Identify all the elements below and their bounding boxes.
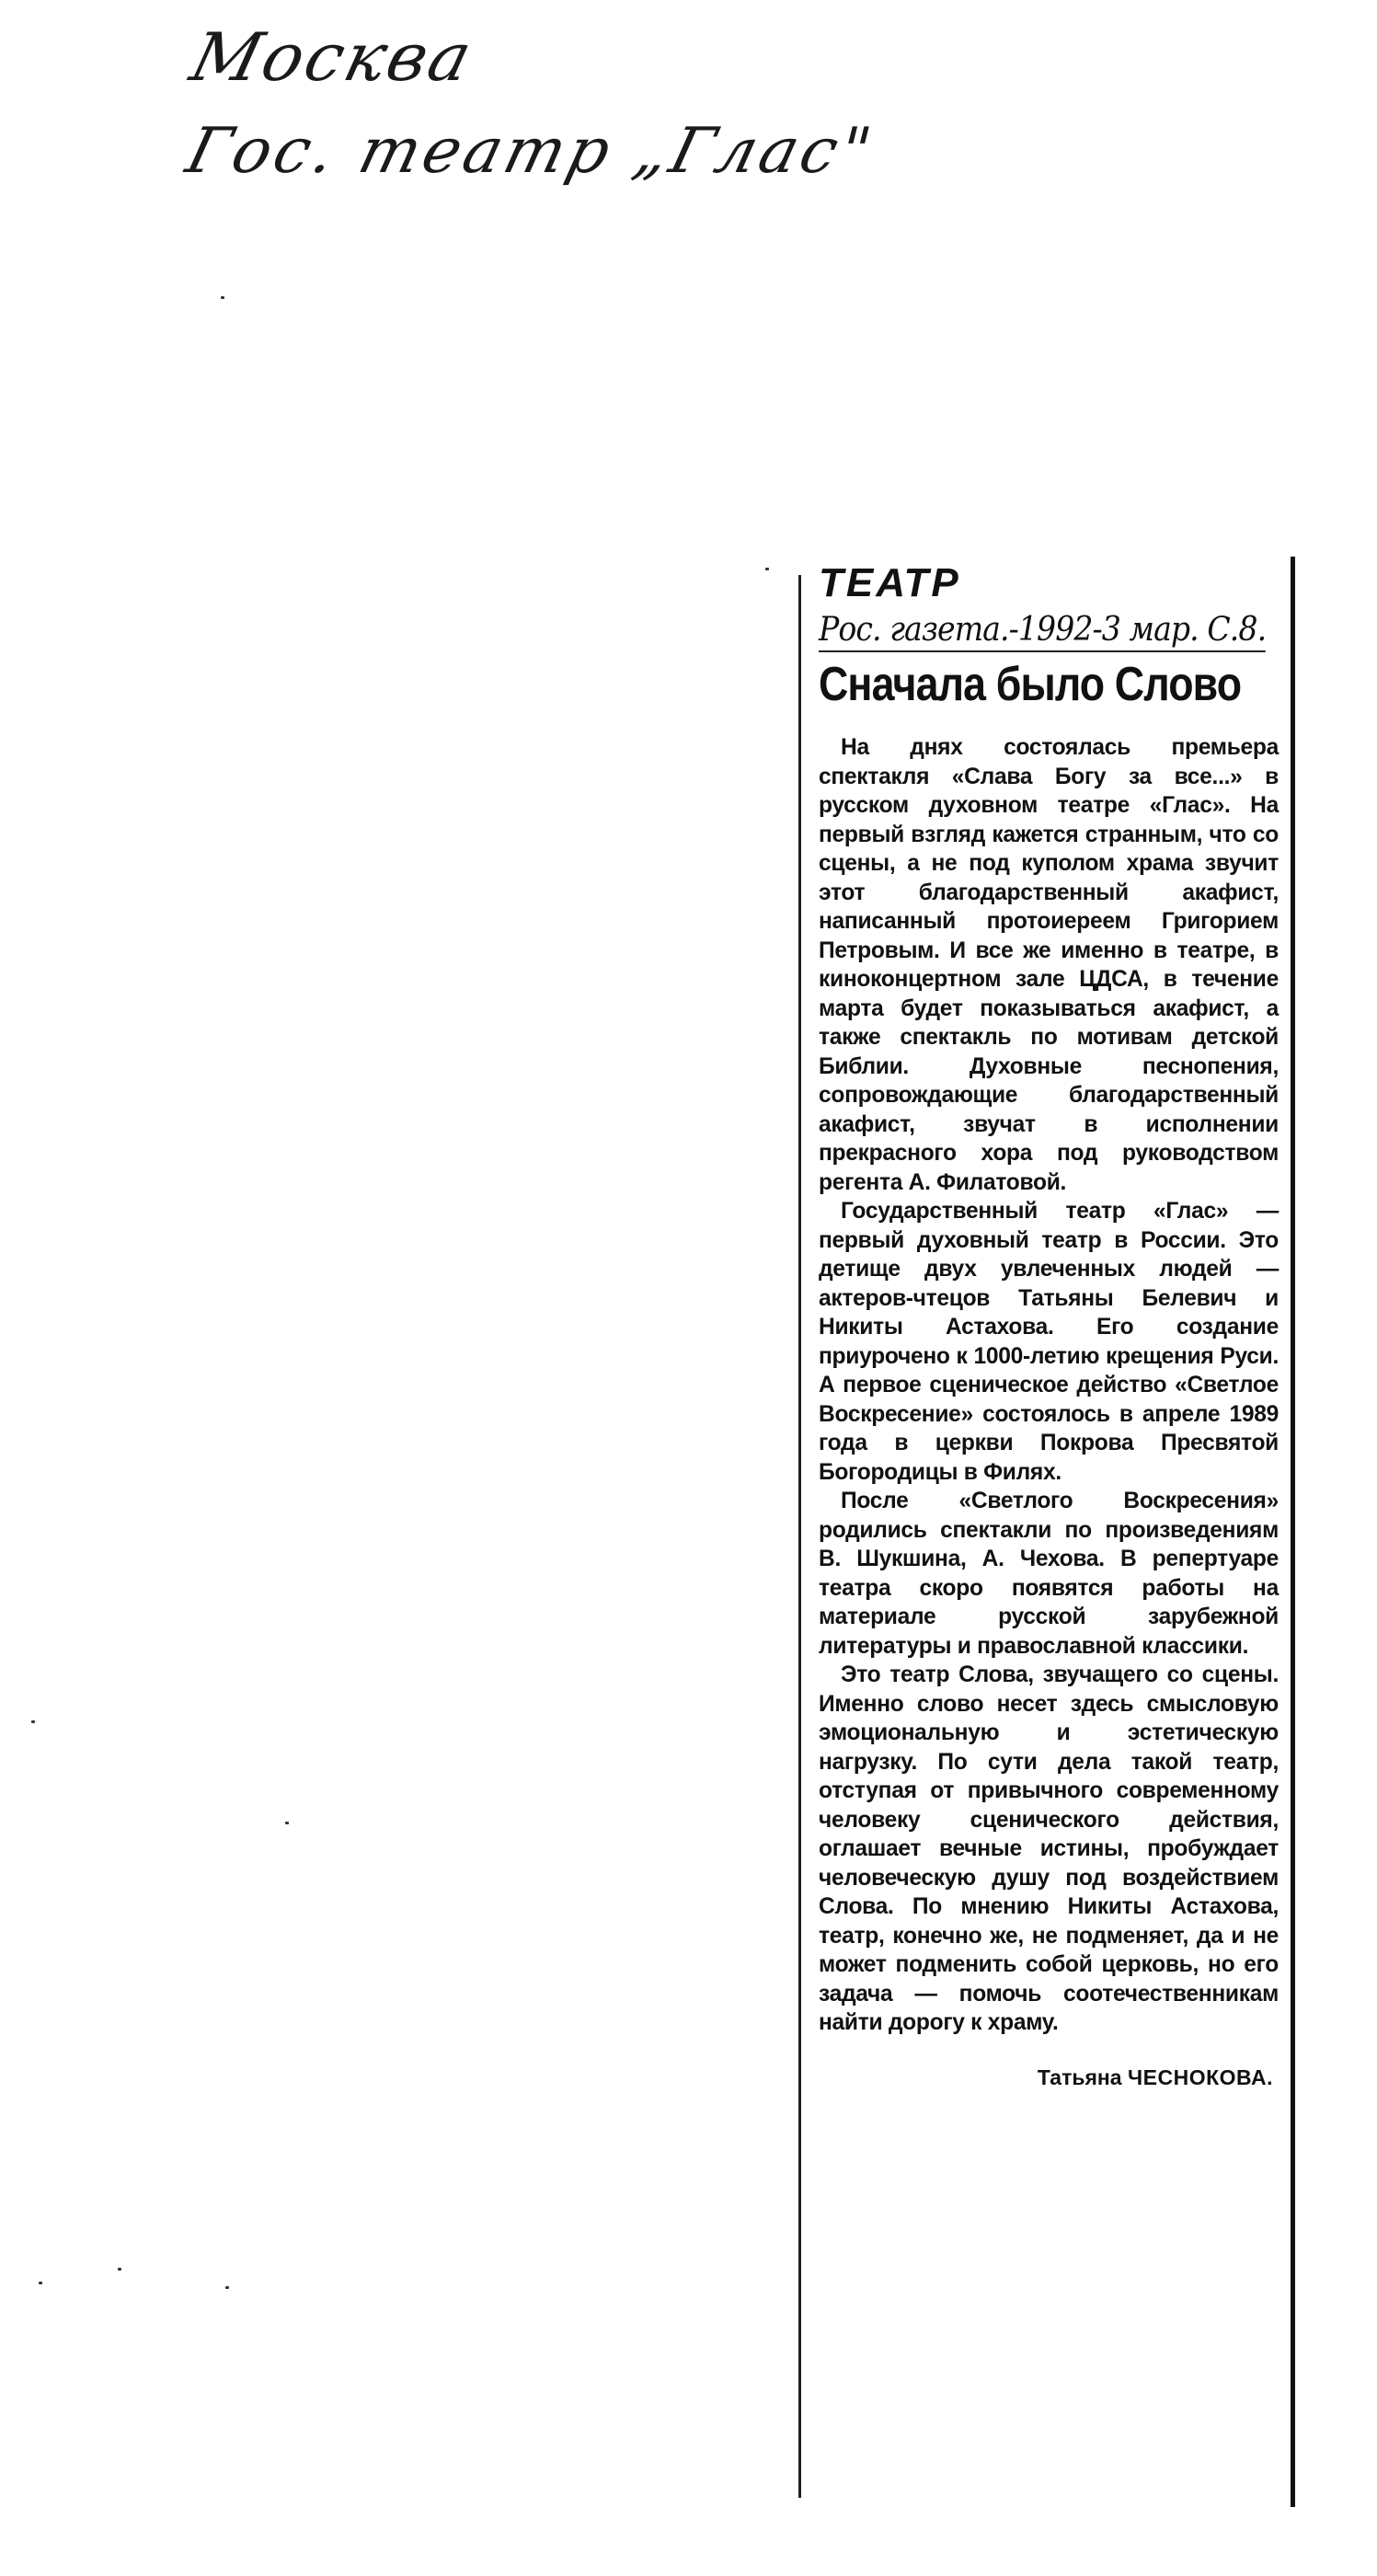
byline (819, 2065, 1279, 2090)
column-rule-right (1291, 557, 1295, 2507)
handwritten-source-note: Рос. газета.-1992-3 мар. С.8. (819, 610, 1266, 652)
scan-speck (31, 1720, 35, 1723)
handwritten-city: Москва (183, 18, 482, 96)
handwritten-theatre-name: Гос. театр „Глас" (179, 115, 882, 188)
newspaper-clipping (798, 557, 1295, 2507)
headline: Сначала было Слово (819, 658, 1242, 711)
scan-speck (285, 1822, 289, 1824)
paragraph: Это театр Слова, звучащего со сцены. Именно слово несет здесь смысловую эмоциональную и эстетическую нагрузку. По сути дела такой театр, отступая от привычного современному человеку сценического действия, оглашает вечные истины, пробуждает человеческую душу под воздействием Слова. По мнению Никиты Астахова, театр, конечно же, не подменяет, да и не может подменить собой церковь, но его задача — помочь соотечественникам найти дорогу к храму. (819, 1662, 1279, 2035)
paragraph: После «Светлого Воскресения» родились спектакли по произведениям В. Шукшина, А. Чехова. В репертуаре театра скоро появятся работы на материале русской зарубежной литературы и православной классики. (819, 1489, 1279, 1659)
rubric: ТЕАТР (819, 560, 961, 605)
paragraph: Государственный театр «Глас» — первый духовный театр в России. Это детище двух увлеченных людей — актеров-чтецов Татьяны Белевич и Никиты Астахова. Его создание приурочено к 1000-летию крещения Руси. А первое сценическое действо «Светлое Воскресение» состоялось в апреле 1989 года в церкви Покрова Пресвятой Богородицы в Филях. (819, 1199, 1279, 1485)
scan-speck (39, 2282, 42, 2284)
author-surname: ЧЕСНОКОВА. (1127, 2064, 1273, 2089)
scan-speck (225, 2286, 229, 2289)
scan-speck (221, 296, 224, 299)
article (819, 557, 1279, 2090)
author-first-name: Татьяна (1037, 2064, 1122, 2089)
article-body (819, 733, 1279, 2038)
scan-speck (765, 568, 769, 570)
column-rule-left (798, 575, 801, 2498)
paragraph: На днях состоялась премьера спектакля «Слава Богу за все...» в русском духовном театре «Глас». На первый взгляд кажется странным, что со сцены, а не под куполом храма звучит этот благодарственный акафист, написанный протоиереем Григорием Петровым. И все же именно в театре, в киноконцертном зале ЦДСА, в течение марта будет показываться акафист, а также спектакль по мотивам детской Библии. Духовные песнопения, сопровождающие благодарственный акафист, звучат в исполнении прекрасного хора под руководством регента А. Филатовой. (819, 735, 1279, 1195)
scan-speck (118, 2268, 121, 2271)
